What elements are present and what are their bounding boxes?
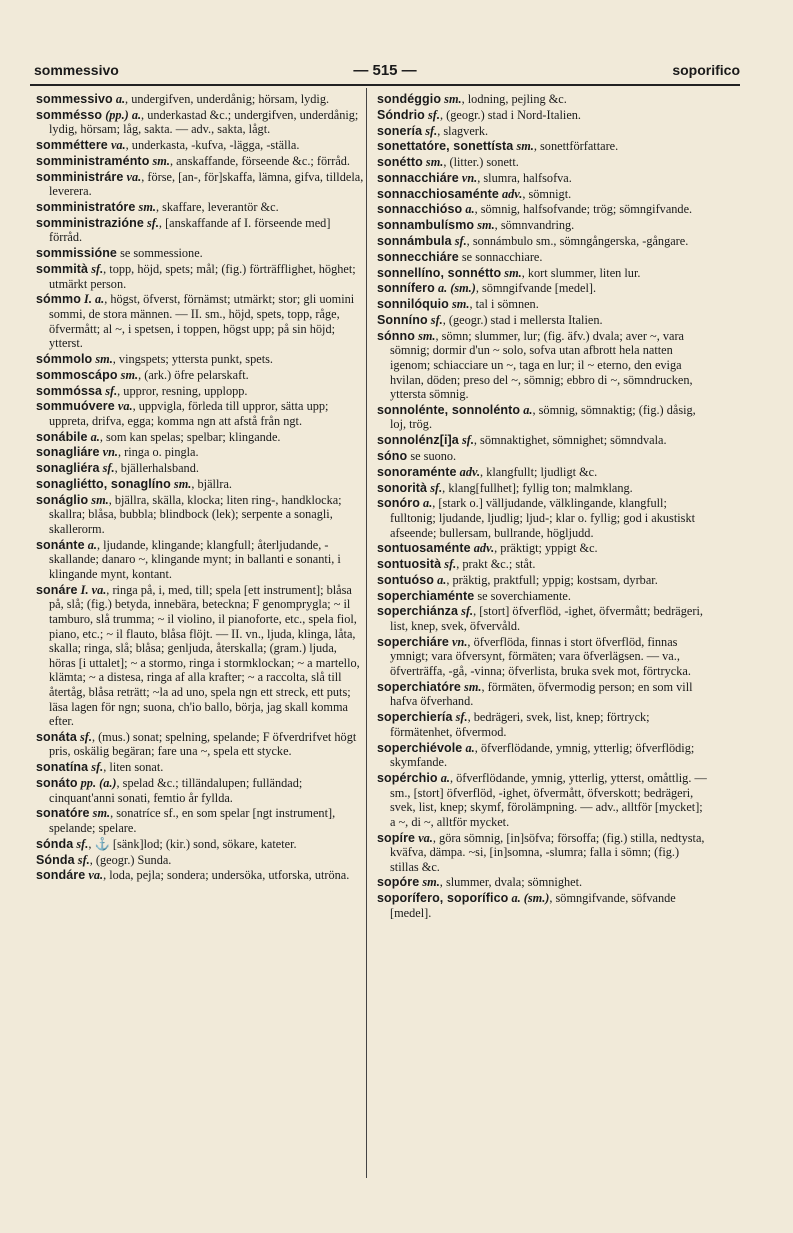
entry-definition: , slummer, dvala; sömnighet. xyxy=(439,875,583,890)
entry-definition: , kort slummer, liten lur. xyxy=(521,265,641,280)
entry-definition: se sonnacchiare. xyxy=(458,249,543,264)
dictionary-entry xyxy=(36,292,366,350)
entry-grammar: (pp.) a. xyxy=(105,107,142,122)
dictionary-entry xyxy=(36,583,366,729)
dictionary-entry xyxy=(377,202,707,217)
entry-grammar: sf. xyxy=(430,480,443,495)
entry-headword: sontuosaménte xyxy=(377,541,471,556)
page-header xyxy=(30,56,740,86)
entry-grammar: vn. xyxy=(102,445,118,460)
entry-grammar: vn. xyxy=(461,170,478,185)
entry-headword: Sonníno xyxy=(377,312,428,327)
dictionary-entry xyxy=(377,171,707,186)
entry-grammar: a. (sm.) xyxy=(511,891,550,906)
entry-definition: , ringa på, i, med, till; spela [ett instrument]; blåsa på, slå; (fig.) betyda, innebära, beteckna; F genomprygla; ~ il tamburo, slå trumma; ~ il violino, il pianoforte, etc., spela fiol, piano, etc.; ~ il flauto, blåsa flöjt. — II. vn., ljuda, klinga, låta, skalla; ringa, slå; blåsa; genljuda, återskalla; (gram.) ljuda, höras [i uttalet]; ~ a stormo, ringa i stormklockan; ~ a martello, klämta; ~ a distesa, ringa af alla krafter; ~ a raccolta, slå till återtåg, blåsa reträtt; ~la ad uno, spela ngn ett streck, ett puts; läsa lagen för ngn; suona, ch'io ballo, börja, jag skall komma efter. xyxy=(49,582,360,729)
dictionary-entry xyxy=(36,430,366,445)
entry-headword: soperchiévole xyxy=(377,740,463,755)
entry-headword: soperchiería xyxy=(377,710,453,725)
entry-headword: sonnacchióso xyxy=(377,202,463,217)
entry-headword: sonatóre xyxy=(36,806,90,821)
dictionary-entry xyxy=(377,139,707,154)
dictionary-entry xyxy=(36,216,366,245)
entry-headword: sonería xyxy=(377,123,423,138)
entry-definition: , sömnigt. xyxy=(522,186,572,201)
dictionary-entry xyxy=(377,875,707,890)
entry-headword: Sónda xyxy=(36,852,75,867)
entry-headword: sonábile xyxy=(36,429,88,444)
entry-grammar: sm. xyxy=(173,477,192,492)
entry-headword: somministratóre xyxy=(36,200,136,215)
dictionary-entry xyxy=(377,710,707,739)
entry-definition: , klangfullt; ljudligt &c. xyxy=(480,464,598,479)
entry-headword: sopóre xyxy=(377,875,420,890)
entry-headword: sommissióne xyxy=(36,246,117,261)
entry-definition: , tal i sömnen. xyxy=(469,297,539,312)
entry-grammar: sm. xyxy=(464,679,482,694)
dictionary-entry xyxy=(377,541,707,556)
dictionary-entry xyxy=(36,108,366,137)
dictionary-entry xyxy=(36,538,366,582)
dictionary-entry xyxy=(36,730,366,759)
entry-definition: , slumra, halfsofva. xyxy=(477,170,572,185)
entry-grammar: sf. xyxy=(461,433,474,448)
entry-grammar: sf. xyxy=(444,557,457,572)
entry-headword: sonatína xyxy=(36,760,89,775)
entry-headword: sonnífero xyxy=(377,281,435,296)
dictionary-entry xyxy=(377,635,707,679)
entry-definition: , sömnaktighet, sömnighet; sömndvala. xyxy=(473,433,667,448)
entry-headword: sonáglio xyxy=(36,492,89,507)
entry-headword: somméttere xyxy=(36,138,108,153)
entry-definition: , öfverflöda, finnas i stort öfverflöd, finnas ymnigt; vara öfversynt, förmäten; vara öfverlägsen. — va., öfverträffa, -gå, -vinna; öfverlista, bruka svek mot, förtrycka. xyxy=(390,634,691,679)
entry-headword: sondéggio xyxy=(377,92,442,106)
entry-definition: , sonatríce sf., en som spelar [ngt instrument], spelande; spelare. xyxy=(49,806,336,835)
entry-grammar: a. xyxy=(87,537,97,552)
dictionary-entry xyxy=(377,741,707,770)
entry-grammar: va. xyxy=(110,138,126,153)
column-divider xyxy=(366,88,367,1178)
entry-headword: sonagliáre xyxy=(36,445,100,460)
entry-headword: soporífero, soporífico xyxy=(377,891,509,906)
entry-grammar: adv. xyxy=(501,186,523,201)
entry-definition: , (geogr.) stad i Nord-Italien. xyxy=(439,107,581,122)
entry-headword: sommuóvere xyxy=(36,399,115,414)
entry-grammar: sm. xyxy=(516,139,534,154)
dictionary-entry xyxy=(377,589,707,604)
entry-definition: , spelad &c.; tilländalupen; fulländad; cinquant'anni sonati, femtio år fyllda. xyxy=(49,776,303,805)
dictionary-entry xyxy=(377,481,707,496)
entry-definition: , klang[fullhet]; fyllig ton; malmklang. xyxy=(442,480,633,495)
dictionary-entry xyxy=(377,496,707,540)
entry-grammar: adv. xyxy=(459,464,481,479)
entry-definition: se suono. xyxy=(407,449,457,464)
entry-grammar: adv. xyxy=(473,541,495,556)
dictionary-entry xyxy=(377,433,707,448)
dictionary-entry xyxy=(377,449,707,464)
dictionary-entry xyxy=(36,200,366,215)
entry-grammar: sf. xyxy=(105,383,118,398)
entry-headword: sommóssa xyxy=(36,383,103,398)
entry-definition: , som kan spelas; spelbar; klingande. xyxy=(99,429,281,444)
dictionary-entry xyxy=(377,771,707,829)
entry-headword: sonagliéra xyxy=(36,461,100,476)
dictionary-entry xyxy=(36,868,366,883)
dictionary-entry xyxy=(36,170,366,199)
dictionary-entry xyxy=(377,297,707,312)
dictionary-entry xyxy=(36,837,366,852)
entry-definition: , ⚓ [sänk]lod; (kir.) sond, sökare, kateter. xyxy=(88,836,297,851)
dictionary-entry xyxy=(377,281,707,296)
entry-grammar: sm. xyxy=(422,875,440,890)
dictionary-entry xyxy=(377,92,707,107)
dictionary-entry xyxy=(36,368,366,383)
entry-headword: soperchiánza xyxy=(377,604,459,619)
entry-definition: , sömnvandring. xyxy=(494,218,575,233)
header-left-guideword: sommessivo xyxy=(34,62,119,78)
entry-definition: , bjällra, skälla, klocka; liten ring-, handklocka; skallra; blåsa, bubbla; blindbock (lek); serpente a sonagli, skallerorm. xyxy=(49,492,342,536)
entry-grammar: sf. xyxy=(146,215,159,230)
right-column xyxy=(377,92,707,922)
entry-grammar: sm. xyxy=(452,297,470,312)
entry-headword: sóno xyxy=(377,449,408,464)
entry-definition: , liten sonat. xyxy=(103,760,164,775)
header-right-guideword: soporifico xyxy=(672,62,740,78)
entry-definition: , bjällra. xyxy=(191,477,232,492)
entry-grammar: a. xyxy=(465,740,475,755)
entry-headword: sonáta xyxy=(36,729,77,744)
entry-definition: , bedrägeri, svek, list, knep; förtryck; förmätenhet, öfvermod. xyxy=(390,710,650,739)
entry-headword: somministraménto xyxy=(36,153,150,168)
entry-definition: , underkasta, -kufva, -lägga, -ställa. xyxy=(125,138,300,153)
entry-grammar: sf. xyxy=(91,760,104,775)
entry-grammar: sm. xyxy=(504,265,522,280)
entry-definition: se sommessione. xyxy=(117,246,203,261)
dictionary-entry xyxy=(36,92,366,107)
entry-definition: , (ark.) öfre pelarskaft. xyxy=(138,367,249,382)
entry-headword: soperchiaménte xyxy=(377,588,475,603)
dictionary-entry xyxy=(377,250,707,265)
entry-headword: sommésso xyxy=(36,107,103,122)
entry-grammar: vn. xyxy=(452,634,468,649)
entry-grammar: va. xyxy=(126,169,142,184)
dictionary-entry xyxy=(36,262,366,291)
dictionary-entry xyxy=(36,853,366,868)
entry-headword: sonnacchiosaménte xyxy=(377,186,499,201)
dictionary-page xyxy=(30,56,740,1176)
entry-headword: sopérchio xyxy=(377,770,438,785)
entry-headword: sómmolo xyxy=(36,351,93,366)
entry-definition: , sömn; slummer, lur; (fig. äfv.) dvala; aver ~, vara sömnig; dormir d'un ~ solo, sofva utan afbrott hela natten igenom; schiacciare un ~, taga en lur; il ~ eterno, den eviga hvilan, döden; preso del ~, sömnig; ebbro di ~, sömndrucken, yttersta sömnig. xyxy=(390,328,693,402)
dictionary-entry xyxy=(36,806,366,835)
entry-headword: sonettatóre, sonettísta xyxy=(377,139,514,154)
dictionary-entry xyxy=(377,124,707,139)
entry-definition: , öfverflödande, ymnig, ytterlig, ytterst, omåttlig. — sm., [stort] öfverflöd, -ighet, öfvermått, öfverskott; bedrägeri, svek, list, knep; skymf, förolämpning. — adv., alltför [mycket]; a ~, di ~, alltför mycket. xyxy=(390,770,707,829)
entry-headword: sonnacchiáre xyxy=(377,170,459,185)
entry-definition: , ringa o. pingla. xyxy=(117,445,199,460)
entry-definition: , [stort] öfverflöd, -ighet, öfvermått; bedrägeri, list, knep, svek, öfvervåld. xyxy=(390,604,703,634)
dictionary-entry xyxy=(36,384,366,399)
entry-headword: sonáre xyxy=(36,582,78,597)
entry-grammar: I. va. xyxy=(80,582,107,597)
entry-definition: , präktig, praktfull; yppig; kostsam, dyrbar. xyxy=(446,572,658,587)
entry-grammar: sf. xyxy=(102,461,115,476)
left-column xyxy=(36,92,366,884)
entry-definition: , lodning, pejling &c. xyxy=(461,92,567,106)
dictionary-entry xyxy=(36,352,366,367)
dictionary-entry xyxy=(36,246,366,261)
dictionary-entry xyxy=(36,760,366,775)
entry-grammar: sm. xyxy=(418,328,436,343)
entry-grammar: sf. xyxy=(455,710,468,725)
entry-grammar: sm. xyxy=(92,806,111,821)
entry-definition: , uppvigla, förleda till uppror, sätta upp; uppreta, drifva, egga; komma ngn att afstå från ngt. xyxy=(49,399,329,428)
entry-grammar: sf. xyxy=(77,852,90,867)
dictionary-entry xyxy=(36,461,366,476)
entry-definition: , skaffare, leverantör &c. xyxy=(155,200,279,215)
entry-grammar: sf. xyxy=(79,729,92,744)
entry-grammar: sf. xyxy=(425,123,438,138)
entry-headword: soperchiáre xyxy=(377,634,449,649)
dictionary-entry xyxy=(36,776,366,805)
entry-grammar: sf. xyxy=(461,604,474,619)
entry-definition: , sömnig, sömnaktig; (fig.) dåsig, loj, trög. xyxy=(390,402,696,432)
entry-grammar: va. xyxy=(418,830,433,845)
dictionary-entry xyxy=(36,138,366,153)
entry-definition: , (geogr.) stad i mellersta Italien. xyxy=(442,312,603,327)
dictionary-entry xyxy=(377,313,707,328)
entry-grammar: sm. xyxy=(138,200,156,215)
entry-grammar: a. xyxy=(115,92,126,106)
entry-headword: sopíre xyxy=(377,830,416,845)
entry-headword: sonnolénz[i]a xyxy=(377,433,459,448)
entry-definition: , underkastad &c.; undergifven, underdånig; lydig, hörsam; låg, sakta. — adv., sakta, lågt. xyxy=(49,107,359,137)
dictionary-entry xyxy=(377,234,707,249)
entry-definition: , sonnámbulo sm., sömngångerska, -gångare. xyxy=(466,234,689,249)
dictionary-entry xyxy=(377,891,707,920)
dictionary-entry xyxy=(377,557,707,572)
entry-headword: somministráre xyxy=(36,169,124,184)
entry-grammar: sm. xyxy=(91,492,109,507)
entry-grammar: sm. xyxy=(120,367,139,382)
entry-headword: sondáre xyxy=(36,868,86,883)
entry-headword: sonnellíno, sonnétto xyxy=(377,265,502,280)
entry-headword: sonóro xyxy=(377,496,420,511)
entry-definition: , (geogr.) Sunda. xyxy=(89,852,172,867)
entry-headword: sómmo xyxy=(36,292,81,307)
dictionary-entry xyxy=(377,403,707,432)
dictionary-entry xyxy=(377,108,707,123)
dictionary-entry xyxy=(377,187,707,202)
entry-headword: Sóndrio xyxy=(377,107,425,122)
entry-headword: sontuosità xyxy=(377,557,442,572)
dictionary-entry xyxy=(377,680,707,709)
entry-headword: sonorità xyxy=(377,480,428,495)
dictionary-entry xyxy=(377,573,707,588)
entry-grammar: sm. xyxy=(477,218,495,233)
entry-grammar: a. xyxy=(440,770,450,785)
entry-headword: sonagliétto, sonaglíno xyxy=(36,477,171,492)
entry-grammar: pp. (a.) xyxy=(80,776,117,791)
entry-definition: , sömnig, halfsofvande; trög; sömngifvande. xyxy=(474,202,693,217)
entry-headword: sommessivo xyxy=(36,92,113,106)
entry-headword: sonnámbula xyxy=(377,234,452,249)
entry-grammar: sf. xyxy=(76,836,89,851)
entry-headword: sonoraménte xyxy=(377,464,457,479)
entry-grammar: a. xyxy=(90,429,100,444)
dictionary-entry xyxy=(36,477,366,492)
dictionary-entry xyxy=(36,493,366,537)
entry-headword: sommoscápo xyxy=(36,367,118,382)
entry-grammar: va. xyxy=(117,399,133,414)
entry-grammar: a. xyxy=(523,402,533,417)
entry-grammar: sf. xyxy=(430,312,443,327)
entry-definition: , förmäten, öfvermodig person; en som vill hafva öfverhand. xyxy=(390,679,693,709)
dictionary-entry xyxy=(377,831,707,875)
entry-headword: sonnambulísmo xyxy=(377,218,475,233)
entry-definition: , göra sömnig, [in]söfva; försoffa; (fig.) stilla, nedtysta, kväfva, dämpa. ~si, [in]somna, -slumra; falla i sömn; (fig.) stillas &c. xyxy=(390,830,705,874)
entry-definition: , öfverflödande, ymnig, ytterlig; öfverflödig; skymfande. xyxy=(390,740,695,770)
entry-definition: se soverchiamente. xyxy=(474,588,571,603)
dictionary-entry xyxy=(377,266,707,281)
entry-definition: , [anskaffande af I. förseende med] förråd. xyxy=(49,215,331,245)
entry-headword: sonnilóquio xyxy=(377,297,449,312)
entry-definition: , topp, höjd, spets; mål; (fig.) förträfflighet, höghet; utmärkt person. xyxy=(49,262,356,291)
entry-definition: , (litter.) sonett. xyxy=(443,155,519,170)
entry-headword: sonánte xyxy=(36,537,85,552)
entry-headword: sommità xyxy=(36,262,89,277)
entry-definition: , bjällerhalsband. xyxy=(114,461,199,476)
entry-definition: , ljudande, klingande; klangfull; återljudande, -skallande; danaro ~, klingande mynt; in ballanti e sonanti, i klingande mynt, kontant. xyxy=(49,537,341,581)
entry-grammar: sm. xyxy=(152,153,170,168)
entry-definition: , sömngifvande [medel]. xyxy=(475,281,597,296)
entry-headword: sonétto xyxy=(377,155,423,170)
entry-headword: sonáto xyxy=(36,776,78,791)
entry-headword: sontuóso xyxy=(377,572,435,587)
entry-grammar: va. xyxy=(88,868,104,883)
entry-definition: , vingspets; yttersta punkt, spets. xyxy=(112,351,273,366)
entry-grammar: a. xyxy=(465,202,475,217)
entry-definition: , undergifven, underdånig; hörsam, lydig. xyxy=(125,92,330,106)
entry-definition: , prakt &c.; ståt. xyxy=(456,557,536,572)
entry-definition: , sömngifvande, söfvande [medel]. xyxy=(390,891,676,920)
entry-grammar: I. a. xyxy=(84,292,105,307)
entry-headword: sónda xyxy=(36,836,74,851)
dictionary-entry xyxy=(36,445,366,460)
entry-definition: , anskaffande, förseende &c.; förråd. xyxy=(169,153,350,168)
entry-definition: , förse, [an-, för]skaffa, lämna, gifva, tilldela, leverera. xyxy=(49,169,364,199)
entry-headword: sónno xyxy=(377,328,415,343)
entry-headword: sonnecchiáre xyxy=(377,249,459,264)
dictionary-entry xyxy=(377,465,707,480)
dictionary-entry xyxy=(377,329,707,402)
entry-grammar: sm. xyxy=(425,155,444,170)
dictionary-entry xyxy=(377,604,707,633)
entry-definition: , loda, pejla; sondera; undersöka, utforska, utröna. xyxy=(103,868,350,883)
entry-grammar: sm. xyxy=(444,92,462,106)
entry-definition: , uppror, resning, upplopp. xyxy=(117,383,248,398)
page-number: — 515 — xyxy=(353,62,417,79)
entry-definition: , präktigt; yppigt &c. xyxy=(494,541,598,556)
entry-grammar: a. (sm.) xyxy=(437,281,476,296)
entry-grammar: a. xyxy=(437,572,447,587)
entry-grammar: sm. xyxy=(95,351,113,366)
entry-grammar: sf. xyxy=(91,262,104,277)
entry-definition: , [stark o.] välljudande, välklingande, klangfull; fulltonig; ljudande, ljudlig; ljud-; klar o. fyllig; god i akustiskt afseende; bullersam, bullrande, högljudd. xyxy=(390,496,696,540)
entry-grammar: sf. xyxy=(454,234,467,249)
entry-headword: soperchiatóre xyxy=(377,679,461,694)
dictionary-entry xyxy=(36,399,366,428)
entry-grammar: a. xyxy=(423,496,433,511)
dictionary-entry xyxy=(36,154,366,169)
entry-headword: sonnolénte, sonnolénto xyxy=(377,402,521,417)
entry-definition: , (mus.) sonat; spelning, spelande; F öfverdrifvet högt pris, oskälig begäran; fare una ~, spela ett stycke. xyxy=(49,729,357,759)
dictionary-entry xyxy=(377,218,707,233)
dictionary-entry xyxy=(377,155,707,170)
entry-definition: , högst, öfverst, förnämst; utmärkt; stor; gli uomini sommi, de stora männen. — II. sm., höjd, spets, topp, råge, öfvermått; al ~, i spetsen, i toppen, högst upp; på sin höjd; ytterst. xyxy=(49,292,355,351)
entry-headword: somministrazióne xyxy=(36,215,144,230)
entry-grammar: sf. xyxy=(428,107,440,122)
entry-definition: , slagverk. xyxy=(437,123,489,138)
entry-definition: , sonettförfattare. xyxy=(533,139,619,154)
